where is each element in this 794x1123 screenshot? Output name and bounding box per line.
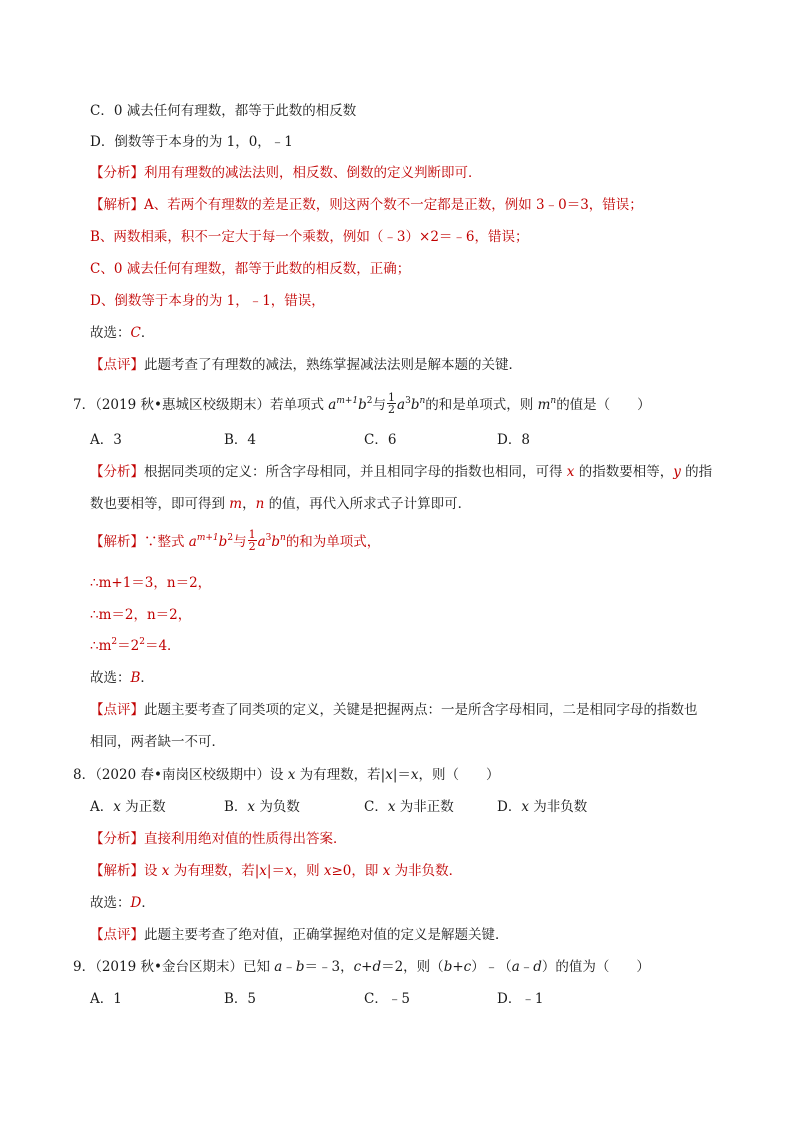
var: x xyxy=(566,464,575,480)
var: m xyxy=(229,496,243,512)
q7-analysis-line1 xyxy=(90,462,712,482)
var: x xyxy=(284,863,293,879)
q7-option-d: D．8 xyxy=(497,432,530,448)
solution-tag: 【解析】 xyxy=(90,534,144,550)
var: x xyxy=(382,863,391,879)
solution-text: |＝ xyxy=(266,863,285,879)
q7-option-b: B．4 xyxy=(224,432,257,448)
option-d: D．倒数等于本身的为 1，0，﹣1 xyxy=(90,134,293,150)
fraction-numerator: 1 xyxy=(388,391,396,404)
option-c: C．0 减去任何有理数，都等于此数的相反数 xyxy=(90,103,357,119)
q9-option-c: C．﹣5 xyxy=(364,991,410,1007)
analysis-text: 直接利用绝对值的性质得出答案． xyxy=(144,831,347,847)
q6-comment xyxy=(90,355,522,375)
answer-end: ． xyxy=(141,895,155,911)
q8-answer xyxy=(90,893,155,913)
exponent: n xyxy=(419,396,426,406)
var: x xyxy=(113,799,121,815)
var: m xyxy=(537,397,551,413)
stem-text: 为有理数，若| xyxy=(295,767,386,783)
solution-text: ∵整式 xyxy=(144,534,189,550)
fraction-half xyxy=(248,529,257,552)
q7-step-2: ∴m＝2，n＝2， xyxy=(90,607,192,623)
answer-value: C xyxy=(130,325,141,341)
stem-text: ＝﹣3， xyxy=(304,959,354,975)
var: c+d xyxy=(353,959,382,975)
option-prefix: C． xyxy=(364,799,388,815)
analysis-text: 利用有理数的减法法则，相反数、倒数的定义判断即可． xyxy=(144,165,482,181)
var: x xyxy=(161,863,170,879)
stem-text: 的值是（ ） xyxy=(556,397,651,413)
stem-text: |＝ xyxy=(392,767,411,783)
option-text: 为正数 xyxy=(120,799,166,815)
analysis-text: 的值，再代入所求式子计算即可． xyxy=(264,496,472,512)
q7-comment-line2: 相同，两者缺一不可． xyxy=(90,734,225,750)
comment-tag: 【点评】 xyxy=(90,702,144,718)
answer-label: 故选： xyxy=(90,325,131,341)
q6-solution-d: D、倒数等于本身的为 1，﹣1，错误， xyxy=(90,293,325,309)
stem-text: ＝2，则（ xyxy=(381,959,444,975)
exponent: n xyxy=(550,396,557,406)
q8-stem xyxy=(73,765,500,785)
comment-text: 此题主要考查了绝对值，正确掌握绝对值的定义是解题关键． xyxy=(144,927,509,943)
q8-option-a xyxy=(90,797,166,817)
question-number: 7． xyxy=(73,397,96,413)
solution-text: 的和为单项式， xyxy=(285,534,381,550)
q7-solution-intro xyxy=(90,528,381,554)
exponent: 2 xyxy=(366,396,373,406)
q7-option-a: A．3 xyxy=(90,432,122,448)
option-text: 为负数 xyxy=(255,799,300,815)
stem-text: 的和是单项式，则 xyxy=(425,397,538,413)
q7-answer xyxy=(90,668,154,688)
answer-label: 故选： xyxy=(90,895,131,911)
solution-text: 与 xyxy=(233,534,247,550)
option-text: 为非正数 xyxy=(395,799,454,815)
solution-text: ，则 xyxy=(292,863,324,879)
fraction-numerator: 1 xyxy=(248,528,256,541)
var: b xyxy=(295,959,305,975)
question-source: （2020 春•南岗区校级期中） xyxy=(95,767,270,783)
stem-text: ）的值为（ ） xyxy=(541,959,650,975)
q7-option-c: C．6 xyxy=(364,432,397,448)
step-text: ∴m xyxy=(90,638,112,654)
analysis-text: 的指 xyxy=(680,464,713,480)
question-source: （2019 秋•金台区期末） xyxy=(95,959,243,975)
step-text: ＝2 xyxy=(117,638,140,654)
var: d xyxy=(533,959,542,975)
comment-tag: 【点评】 xyxy=(90,927,144,943)
q7-step-3 xyxy=(90,636,181,656)
var: x xyxy=(521,799,529,815)
question-number: 8． xyxy=(73,767,96,783)
q6-analysis xyxy=(90,163,482,183)
fraction-half xyxy=(387,392,396,415)
option-prefix: A． xyxy=(90,799,114,815)
analysis-tag: 【分析】 xyxy=(90,165,144,181)
solution-text: 设 xyxy=(144,863,162,879)
var: n xyxy=(255,496,265,512)
exponent: 3 xyxy=(405,396,411,406)
var: x xyxy=(385,767,393,783)
stem-text: ，则（ ） xyxy=(418,767,500,783)
q9-option-d: D．﹣1 xyxy=(497,991,544,1007)
var: b+c xyxy=(443,959,472,975)
q8-comment xyxy=(90,925,509,945)
q8-option-d xyxy=(497,797,587,817)
var: x xyxy=(323,863,332,879)
q6-solution-b: B、两数相乘，积不一定大于每一个乘数，例如（﹣3）×2＝﹣6，错误； xyxy=(90,229,529,245)
q6-solution-a xyxy=(90,195,643,215)
q9-option-b: B．5 xyxy=(224,991,257,1007)
q7-analysis-line2 xyxy=(90,494,471,514)
var: a xyxy=(397,397,406,413)
var: x xyxy=(410,767,419,783)
solution-tag: 【解析】 xyxy=(90,863,144,879)
exponent: m+1 xyxy=(336,396,359,406)
var: x xyxy=(247,799,256,815)
var: a xyxy=(257,534,266,550)
answer-end: ． xyxy=(140,325,155,341)
exponent: 3 xyxy=(265,533,272,543)
question-number: 9． xyxy=(73,959,96,975)
q6-solution-c: C、0 减去任何有理数，都等于此数的相反数，正确； xyxy=(90,261,411,277)
stem-text: 与 xyxy=(372,397,387,413)
comment-text: 此题考查了有理数的减法，熟练掌握减法法则是解本题的关键． xyxy=(144,357,522,373)
exponent: 2 xyxy=(111,637,118,647)
var: a xyxy=(511,959,520,975)
analysis-text: 数也要相等，即可得到 xyxy=(90,496,230,512)
stem-text: ﹣ xyxy=(519,959,534,975)
stem-text: 设 xyxy=(269,767,288,783)
var: a xyxy=(188,534,197,550)
solution-tag: 【解析】 xyxy=(90,197,144,213)
var: x xyxy=(387,799,396,815)
q9-option-a: A．1 xyxy=(90,991,122,1007)
solution-text: A、若两个有理数的差是正数，则这两个数不一定都是正数，例如 3﹣0＝3，错误； xyxy=(144,197,643,213)
q7-stem xyxy=(73,391,651,417)
solution-text: 为有理数，若| xyxy=(169,863,260,879)
solution-text: ≥0，即 xyxy=(331,863,383,879)
q9-stem xyxy=(73,957,650,977)
analysis-tag: 【分析】 xyxy=(90,831,144,847)
comment-tag: 【点评】 xyxy=(90,357,144,373)
comment-text: 此题主要考查了同类项的定义，关键是把握两点：一是所含字母相同，二是相同字母的指数也 xyxy=(144,702,698,718)
var: b xyxy=(358,397,367,413)
fraction-denominator: 2 xyxy=(248,540,256,553)
solution-text: 为非负数． xyxy=(390,863,463,879)
stem-text: 若单项式 xyxy=(269,397,329,413)
answer-value: B xyxy=(130,670,141,686)
analysis-text: 根据同类项的定义：所含字母相同，并且相同字母的指数也相同，可得 xyxy=(144,464,567,480)
var: a xyxy=(328,397,337,413)
var: x xyxy=(287,767,296,783)
stem-text: ）﹣（ xyxy=(471,959,512,975)
q8-option-c xyxy=(364,797,454,817)
analysis-text: ， xyxy=(242,496,256,512)
var: y xyxy=(673,464,681,480)
fraction-denominator: 2 xyxy=(388,403,396,416)
option-prefix: B． xyxy=(224,799,248,815)
exponent: m+1 xyxy=(196,533,219,543)
q8-analysis xyxy=(90,829,347,849)
var: x xyxy=(259,863,267,879)
exponent: 2 xyxy=(139,637,145,647)
exponent: n xyxy=(280,533,286,543)
analysis-tag: 【分析】 xyxy=(90,464,144,480)
analysis-text: 的指数要相等， xyxy=(574,464,674,480)
step-text: ＝4． xyxy=(144,638,181,654)
answer-label: 故选： xyxy=(90,670,131,686)
answer-value: D xyxy=(130,895,142,911)
var: b xyxy=(271,534,281,550)
answer-end: ． xyxy=(140,670,154,686)
q6-answer xyxy=(90,323,154,343)
question-source: （2019 秋•惠城区校级期末） xyxy=(95,397,270,413)
var: b xyxy=(410,397,420,413)
stem-text: ﹣ xyxy=(282,959,296,975)
q7-comment-line1 xyxy=(90,700,698,720)
q8-solution xyxy=(90,861,462,881)
q8-option-b xyxy=(224,797,300,817)
var: a xyxy=(274,959,283,975)
var: b xyxy=(218,534,228,550)
stem-text: 已知 xyxy=(242,959,275,975)
option-text: 为非负数 xyxy=(528,799,588,815)
exponent: 2 xyxy=(227,533,234,543)
option-prefix: D． xyxy=(497,799,522,815)
q7-step-1: ∴m+1＝3，n＝2， xyxy=(90,575,212,591)
